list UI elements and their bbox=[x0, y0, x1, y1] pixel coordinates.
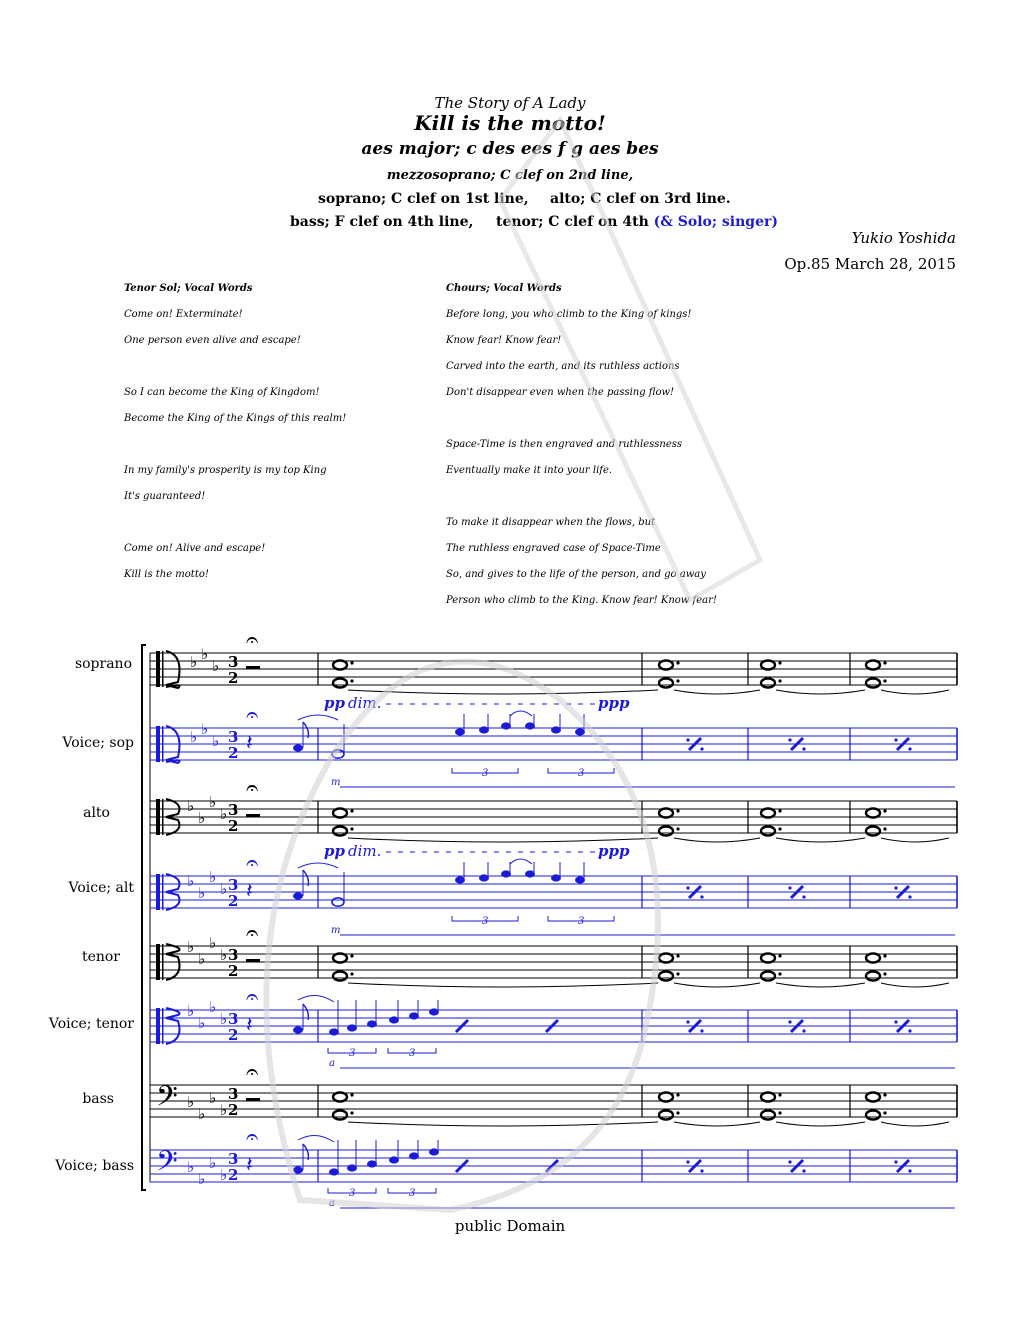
clef-note-bass: bass; F clef on 4th line, bbox=[290, 214, 474, 230]
whole-note bbox=[333, 661, 347, 670]
tie bbox=[348, 983, 658, 987]
time-signature-top: 3 bbox=[228, 946, 239, 964]
dot bbox=[778, 1111, 781, 1114]
lyric-syllable: m bbox=[331, 925, 341, 936]
eighth-note bbox=[293, 744, 303, 751]
tuplet-number: 3 bbox=[578, 768, 585, 779]
dot bbox=[883, 679, 886, 682]
simile-dot bbox=[700, 747, 703, 750]
half-rest bbox=[246, 1098, 260, 1101]
tuplet-number: 3 bbox=[409, 1048, 416, 1059]
flat-sign: ♭ bbox=[190, 653, 198, 671]
time-signature-bottom: 2 bbox=[228, 669, 239, 687]
lyric-line: The ruthless engraved case of Space-Time bbox=[446, 543, 661, 554]
dot bbox=[350, 954, 353, 957]
dot bbox=[350, 1093, 353, 1096]
flat-sign: ♭ bbox=[220, 946, 228, 964]
c-clef-icon bbox=[156, 651, 160, 687]
flat-sign: ♭ bbox=[220, 1010, 228, 1028]
dot bbox=[778, 809, 781, 812]
flat-sign: ♭ bbox=[198, 1105, 206, 1123]
flat-sign: ♭ bbox=[198, 809, 206, 827]
dot bbox=[883, 972, 886, 975]
dot bbox=[883, 827, 886, 830]
whole-note bbox=[659, 809, 673, 818]
simile-dot bbox=[908, 895, 911, 898]
flat-sign: ♭ bbox=[212, 657, 220, 675]
staff-label-voice-tenor: Voice; tenor bbox=[48, 1016, 134, 1032]
time-signature-top: 3 bbox=[228, 728, 239, 746]
dot bbox=[778, 679, 781, 682]
tie bbox=[881, 690, 949, 694]
slur bbox=[298, 863, 338, 868]
half-rest bbox=[246, 959, 260, 962]
lyric-line: So I can become the King of Kingdom! bbox=[124, 387, 320, 398]
time-signature-bottom: 2 bbox=[228, 892, 239, 910]
tie bbox=[674, 690, 760, 694]
tie bbox=[674, 838, 760, 842]
fermata-icon: 𝄐 bbox=[246, 921, 259, 946]
composer: Yukio Yoshida bbox=[851, 229, 956, 247]
clef-note-mezzosoprano: mezzosoprano; C clef on 2nd line, bbox=[386, 168, 634, 183]
dot bbox=[778, 661, 781, 664]
fermata-icon: 𝄐 bbox=[246, 776, 259, 801]
time-signature-bottom: 2 bbox=[228, 817, 239, 835]
staff-label-bass: bass bbox=[82, 1091, 114, 1107]
lyrics-heading: Tenor Sol; Vocal Words bbox=[124, 283, 253, 294]
lyrics-heading: Chours; Vocal Words bbox=[446, 283, 562, 294]
half-rest bbox=[246, 814, 260, 817]
lyric-line: Space-Time is then engraved and ruthlessness bbox=[446, 439, 683, 450]
dot bbox=[350, 679, 353, 682]
tie bbox=[510, 711, 532, 716]
tie bbox=[881, 983, 949, 987]
whole-note bbox=[761, 1093, 775, 1102]
simile-dot bbox=[700, 1169, 703, 1172]
whole-note bbox=[333, 954, 347, 963]
fermata-icon: 𝄐 bbox=[246, 1060, 259, 1085]
dot bbox=[676, 954, 679, 957]
lyric-syllable: a bbox=[329, 1058, 335, 1069]
eighth-note bbox=[293, 1026, 303, 1033]
flat-sign: ♭ bbox=[209, 793, 217, 811]
lyric-syllable: a bbox=[329, 1198, 335, 1209]
tie bbox=[674, 1122, 760, 1126]
tuplet-number: 3 bbox=[578, 916, 585, 927]
simile-dot bbox=[788, 1020, 791, 1023]
staff-soprano bbox=[150, 651, 957, 694]
simile-dot bbox=[908, 1169, 911, 1172]
simile-dot bbox=[802, 1029, 805, 1032]
dot bbox=[883, 661, 886, 664]
lyric-line: Come on! Alive and escape! bbox=[124, 543, 266, 554]
dot bbox=[883, 954, 886, 957]
simile-dot bbox=[700, 895, 703, 898]
staff-label-tenor: tenor bbox=[81, 949, 120, 965]
time-signature-bottom: 2 bbox=[228, 744, 239, 762]
subtitle: The Story of A Lady bbox=[434, 94, 586, 112]
page-title: Kill is the motto! bbox=[414, 111, 606, 135]
quarter-rest: 𝄽 bbox=[246, 879, 253, 904]
lyric-line: Know fear! Know fear! bbox=[446, 335, 562, 346]
dot bbox=[676, 972, 679, 975]
simile-dot bbox=[788, 1160, 791, 1163]
c-clef-icon bbox=[156, 874, 160, 910]
clef-note-solo: (& Solo; singer) bbox=[653, 214, 778, 230]
flat-sign: ♭ bbox=[220, 1166, 228, 1184]
lyric-line: Don't disappear even when the passing flow! bbox=[446, 387, 675, 398]
tie bbox=[776, 983, 865, 987]
dot bbox=[883, 1111, 886, 1114]
whole-note bbox=[333, 1111, 347, 1120]
eighth-note bbox=[293, 892, 303, 899]
whole-note bbox=[333, 1093, 347, 1102]
dot bbox=[676, 809, 679, 812]
c-clef-icon bbox=[162, 799, 164, 835]
tie bbox=[881, 838, 949, 842]
system-bracket bbox=[142, 645, 146, 1190]
flat-sign: ♭ bbox=[212, 732, 220, 750]
simile-dot bbox=[686, 1020, 689, 1023]
lyric-line: One person even alive and escape! bbox=[124, 335, 301, 346]
whole-note bbox=[333, 827, 347, 836]
lyric-line: It's guaranteed! bbox=[124, 491, 206, 502]
slur bbox=[298, 715, 338, 720]
dot bbox=[778, 954, 781, 957]
tie bbox=[510, 859, 532, 864]
whole-note bbox=[659, 954, 673, 963]
dot bbox=[778, 827, 781, 830]
whole-note bbox=[866, 1093, 880, 1102]
whole-note bbox=[761, 827, 775, 836]
lyric-line: Person who climb to the King. Know fear! Know fear! bbox=[446, 595, 717, 606]
simile-dot bbox=[788, 886, 791, 889]
whole-note bbox=[659, 1111, 673, 1120]
slur bbox=[298, 1135, 334, 1142]
tuplet-number: 3 bbox=[349, 1048, 356, 1059]
flat-sign: ♭ bbox=[220, 805, 228, 823]
tie bbox=[348, 1122, 658, 1126]
quarter-rest: 𝄽 bbox=[246, 731, 253, 756]
flat-sign: ♭ bbox=[187, 1093, 195, 1111]
time-signature-top: 3 bbox=[228, 1085, 239, 1103]
c-clef-icon bbox=[156, 944, 160, 980]
tuplet-number: 3 bbox=[482, 916, 489, 927]
whole-note bbox=[866, 809, 880, 818]
c-clef-icon bbox=[162, 1008, 164, 1044]
time-signature-top: 3 bbox=[228, 1150, 239, 1168]
whole-note bbox=[659, 827, 673, 836]
flat-sign: ♭ bbox=[220, 1101, 228, 1119]
simile-dot bbox=[802, 1169, 805, 1172]
flat-sign: ♭ bbox=[209, 934, 217, 952]
c-clef-icon bbox=[162, 944, 164, 980]
dot bbox=[883, 809, 886, 812]
dynamic-ppp: ppp bbox=[598, 694, 630, 712]
lyric-line: So, and gives to the life of the person, and go away bbox=[446, 569, 706, 580]
whole-note bbox=[866, 679, 880, 688]
flat-sign: ♭ bbox=[187, 1158, 195, 1176]
key-signature-text: aes major; c des ees f g aes bes bbox=[361, 139, 659, 159]
lyric-line: Eventually make it into your life. bbox=[446, 465, 613, 476]
simile-dot bbox=[894, 1020, 897, 1023]
lyric-line: In my family's prosperity is my top King bbox=[124, 465, 327, 476]
lyric-line: Carved into the earth, and its ruthless actions bbox=[446, 361, 680, 372]
dynamic-dim: dim. bbox=[348, 694, 382, 712]
time-signature-top: 3 bbox=[228, 801, 239, 819]
whole-note bbox=[761, 661, 775, 670]
c-clef-icon bbox=[156, 799, 160, 835]
simile-dot bbox=[802, 895, 805, 898]
time-signature-bottom: 2 bbox=[228, 1101, 239, 1119]
simile-dot bbox=[802, 747, 805, 750]
simile-dot bbox=[894, 886, 897, 889]
quarter-rest: 𝄽 bbox=[246, 1153, 253, 1178]
staff-alto bbox=[150, 799, 957, 842]
simile-dot bbox=[908, 747, 911, 750]
tuplet-number: 3 bbox=[349, 1188, 356, 1199]
whole-note bbox=[866, 972, 880, 981]
dot bbox=[350, 827, 353, 830]
staff-label-voice-sop: Voice; sop bbox=[62, 735, 134, 751]
simile-dot bbox=[894, 738, 897, 741]
dot bbox=[350, 1111, 353, 1114]
watermark-seal-icon bbox=[500, 120, 760, 600]
slur bbox=[298, 995, 334, 1002]
whole-note bbox=[761, 972, 775, 981]
flat-sign: ♭ bbox=[209, 1154, 217, 1172]
dynamic-pp: pp bbox=[324, 842, 345, 860]
flat-sign: ♭ bbox=[220, 880, 228, 898]
opus-date: Op.85 March 28, 2015 bbox=[784, 255, 956, 273]
dot bbox=[350, 972, 353, 975]
time-signature-top: 3 bbox=[228, 653, 239, 671]
flat-sign: ♭ bbox=[201, 645, 209, 663]
fermata-icon: 𝄐 bbox=[246, 703, 259, 728]
footer-copyright: public Domain bbox=[454, 1217, 566, 1235]
simile-dot bbox=[908, 1029, 911, 1032]
time-signature-bottom: 2 bbox=[228, 962, 239, 980]
whole-note bbox=[866, 661, 880, 670]
lyric-line: Kill is the motto! bbox=[124, 569, 209, 580]
staff-label-alto: alto bbox=[83, 805, 110, 821]
whole-note bbox=[761, 679, 775, 688]
whole-note bbox=[866, 1111, 880, 1120]
whole-note bbox=[333, 972, 347, 981]
whole-note bbox=[866, 954, 880, 963]
clef-note-soprano: soprano; C clef on 1st line, bbox=[318, 191, 529, 207]
dot bbox=[350, 809, 353, 812]
flat-sign: ♭ bbox=[209, 998, 217, 1016]
dynamic-ppp: ppp bbox=[598, 842, 630, 860]
dot bbox=[676, 679, 679, 682]
whole-note bbox=[659, 679, 673, 688]
flat-sign: ♭ bbox=[198, 950, 206, 968]
simile-dot bbox=[788, 738, 791, 741]
lyric-syllable: m bbox=[331, 777, 341, 788]
flat-sign: ♭ bbox=[198, 1014, 206, 1032]
flat-sign: ♭ bbox=[187, 938, 195, 956]
clef-note-alto: alto; C clef on 3rd line. bbox=[550, 191, 731, 207]
simile-dot bbox=[700, 1029, 703, 1032]
c-clef-icon bbox=[162, 726, 164, 762]
bass-clef-icon: 𝄢 bbox=[156, 1145, 178, 1185]
time-signature-bottom: 2 bbox=[228, 1166, 239, 1184]
flat-sign: ♭ bbox=[209, 1089, 217, 1107]
quarter-rest: 𝄽 bbox=[246, 1013, 253, 1038]
c-clef-icon bbox=[162, 651, 164, 687]
time-signature-top: 3 bbox=[228, 1010, 239, 1028]
dot bbox=[778, 972, 781, 975]
whole-note bbox=[333, 809, 347, 818]
c-clef-icon bbox=[156, 1008, 160, 1044]
tie bbox=[776, 690, 865, 694]
dot bbox=[778, 1093, 781, 1096]
staff-label-soprano: soprano bbox=[74, 656, 132, 672]
half-note bbox=[332, 898, 344, 906]
fermata-icon: 𝄐 bbox=[246, 1125, 259, 1150]
time-signature-top: 3 bbox=[228, 876, 239, 894]
whole-note bbox=[761, 954, 775, 963]
tuplet-number: 3 bbox=[482, 768, 489, 779]
dot bbox=[350, 661, 353, 664]
staff-label-voice-bass: Voice; bass bbox=[55, 1158, 134, 1174]
dot bbox=[676, 661, 679, 664]
flat-sign: ♭ bbox=[198, 1170, 206, 1188]
staff-voice-sop bbox=[150, 704, 957, 787]
dot bbox=[676, 1111, 679, 1114]
flat-sign: ♭ bbox=[198, 884, 206, 902]
whole-note bbox=[659, 661, 673, 670]
flat-sign: ♭ bbox=[190, 728, 198, 746]
whole-note bbox=[866, 827, 880, 836]
tie bbox=[881, 1122, 949, 1126]
lyric-line: Before long, you who climb to the King of kings! bbox=[446, 309, 692, 320]
dot bbox=[676, 827, 679, 830]
tie bbox=[776, 1122, 865, 1126]
lyric-line: Become the King of the Kings of this realm! bbox=[124, 413, 347, 424]
flat-sign: ♭ bbox=[187, 1002, 195, 1020]
lyric-line: Come on! Exterminate! bbox=[124, 309, 243, 320]
staff-label-voice-alt: Voice; alt bbox=[68, 880, 134, 896]
flat-sign: ♭ bbox=[187, 797, 195, 815]
lyric-line: To make it disappear when the flows, but bbox=[446, 517, 656, 528]
flat-sign: ♭ bbox=[209, 868, 217, 886]
simile-dot bbox=[894, 1160, 897, 1163]
simile-dot bbox=[686, 738, 689, 741]
dot bbox=[883, 1093, 886, 1096]
whole-note bbox=[659, 1093, 673, 1102]
dot bbox=[676, 1093, 679, 1096]
fermata-icon: 𝄐 bbox=[246, 851, 259, 876]
whole-note bbox=[761, 809, 775, 818]
c-clef-icon bbox=[156, 726, 160, 762]
simile-dot bbox=[686, 886, 689, 889]
tuplet-number: 3 bbox=[409, 1188, 416, 1199]
fermata-icon: 𝄐 bbox=[246, 628, 259, 653]
flat-sign: ♭ bbox=[187, 872, 195, 890]
clef-note-tenor-text: tenor; C clef on 4th bbox=[496, 214, 649, 230]
c-clef-icon bbox=[162, 874, 164, 910]
tie bbox=[776, 838, 865, 842]
time-signature-bottom: 2 bbox=[228, 1026, 239, 1044]
whole-note bbox=[659, 972, 673, 981]
bass-clef-icon: 𝄢 bbox=[156, 1080, 178, 1120]
simile-dot bbox=[686, 1160, 689, 1163]
whole-note bbox=[333, 679, 347, 688]
flat-sign: ♭ bbox=[201, 720, 209, 738]
dynamic-pp: pp bbox=[324, 694, 345, 712]
fermata-icon: 𝄐 bbox=[246, 985, 259, 1010]
half-rest bbox=[246, 666, 260, 669]
whole-note bbox=[761, 1111, 775, 1120]
dynamic-dim: dim. bbox=[348, 842, 382, 860]
tie bbox=[674, 983, 760, 987]
